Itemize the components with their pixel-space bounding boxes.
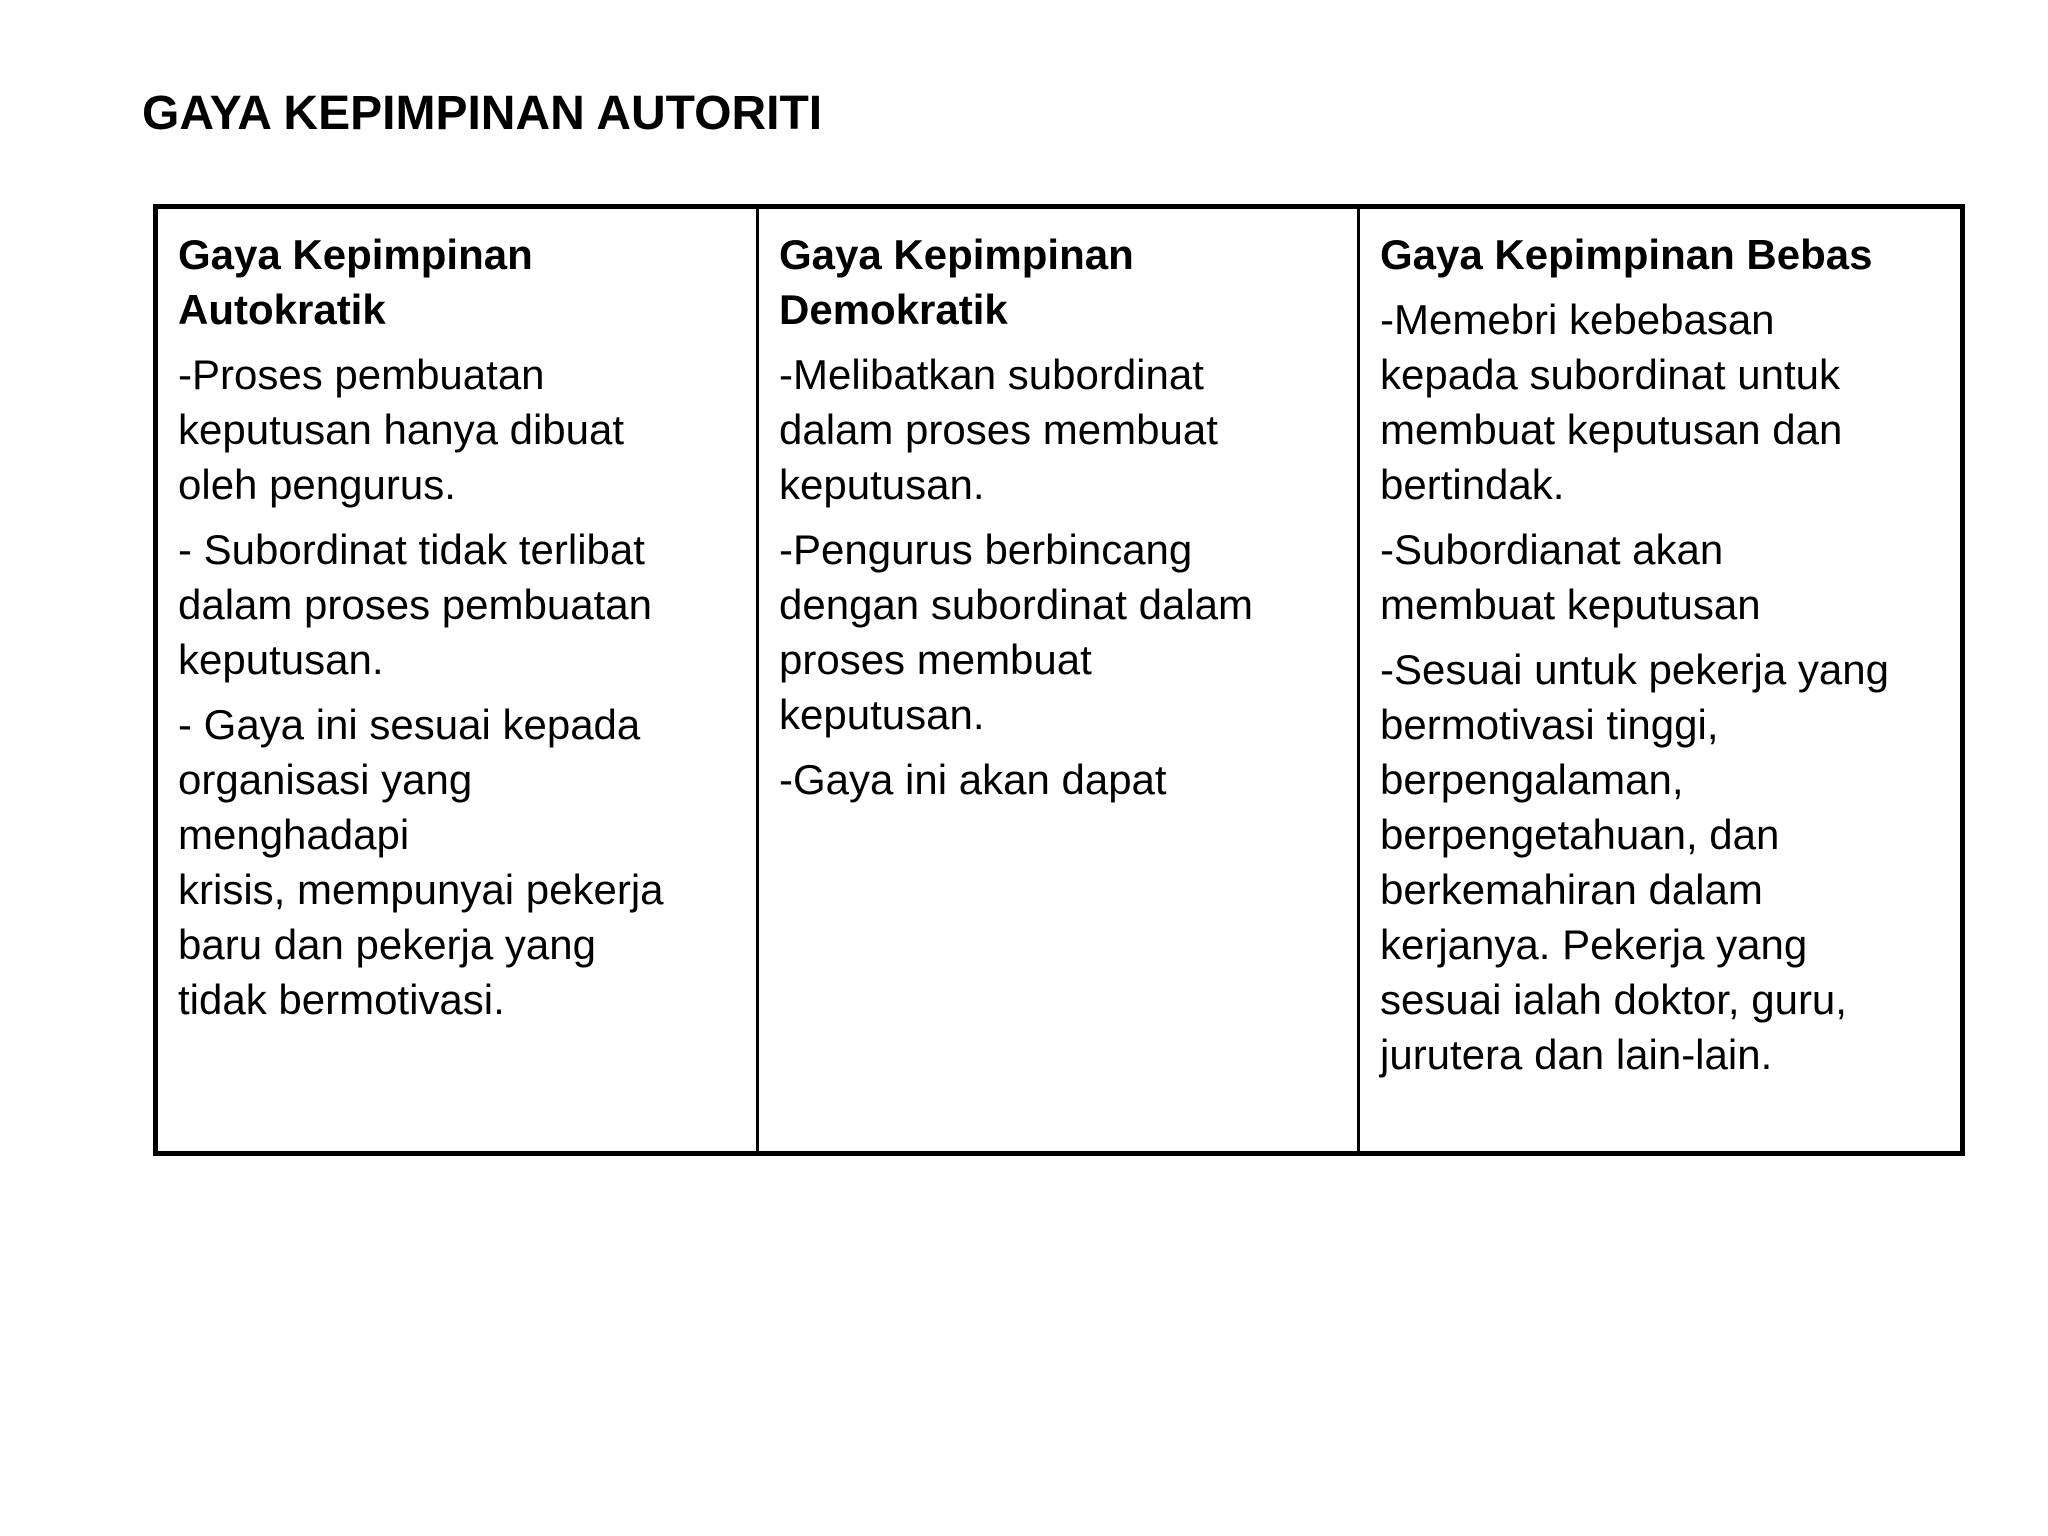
- column-heading: Gaya Kepimpinan Demokratik: [779, 231, 1134, 333]
- column-demokratik: [759, 209, 1360, 1151]
- column-point: - Subordinat tidak terlibat dalam proses pembuatan keputusan.: [178, 526, 652, 683]
- column-point: - Gaya ini sesuai kepada organisasi yang menghadapi krisis, mempunyai pekerja baru dan pekerja yang tidak bermotivasi.: [178, 701, 664, 1023]
- column-heading: Gaya Kepimpinan Bebas: [1380, 231, 1873, 278]
- column-point: -Pengurus berbincang dengan subordinat dalam proses membuat keputusan.: [779, 526, 1254, 738]
- slide-title: GAYA KEPIMPINAN AUTORITI: [142, 87, 823, 140]
- column-bebas: [1360, 209, 1960, 1151]
- column-point: -Melibatkan subordinat dalam proses membuat keputusan.: [779, 351, 1218, 508]
- column-point: -Proses pembuatan keputusan hanya dibuat oleh pengurus.: [178, 351, 625, 508]
- column-point: -Subordianat akan membuat keputusan: [1380, 526, 1761, 628]
- column-point: -Gaya ini akan dapat: [779, 756, 1167, 803]
- column-point: -Memebri kebebasan kepada subordinat untuk membuat keputusan dan bertindak.: [1380, 296, 1843, 508]
- column-heading: Gaya Kepimpinan Autokratik: [178, 231, 533, 333]
- leadership-styles-table: [153, 204, 1965, 1156]
- column-point: -Sesuai untuk pekerja yang bermotivasi tinggi, berpengalaman, berpengetahuan, dan berkemahiran dalam kerjanya. Pekerja yang sesuai ialah doktor, guru, jurutera dan lain-lain.: [1380, 646, 1889, 1078]
- column-autokratik: [158, 209, 759, 1151]
